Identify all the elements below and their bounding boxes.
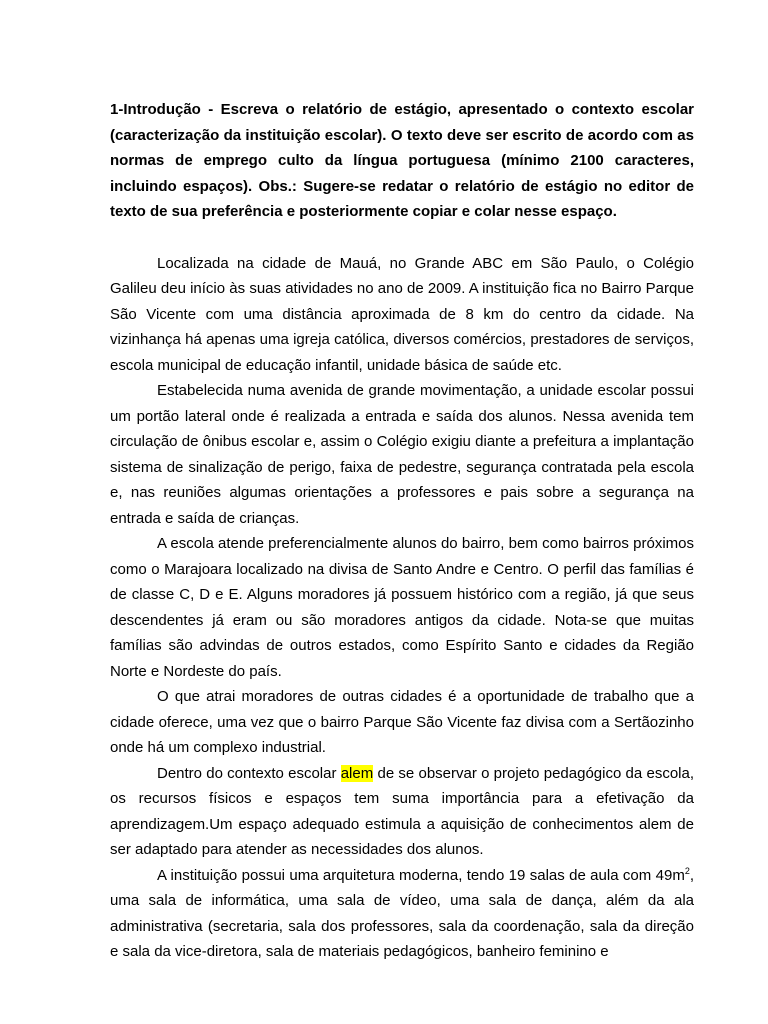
document-body bbox=[110, 251, 694, 965]
paragraph-context-start: Dentro do contexto escolar bbox=[157, 764, 341, 782]
paragraph-architecture-start: A instituição possui uma arquitetura moderna, tendo 19 salas de aula com 49m bbox=[157, 866, 685, 884]
paragraph-context-end: de se observar o projeto pedagógico da escola, os recursos físicos e espaços tem suma importância para a efetivação da aprendizagem.Um espaço adequado estimula a aquisição de conhecimentos alem de ser adaptado para atender as necessidades dos alunos. bbox=[110, 764, 695, 858]
paragraph-work: O que atrai moradores de outras cidades é a oportunidade de trabalho que a cidade oferece, uma vez que o bairro Parque São Vicente faz divisa com a Sertãozinho onde há um complexo industrial. bbox=[110, 688, 694, 756]
paragraph-families: A escola atende preferencialmente alunos do bairro, bem como bairros próximos como o Marajoara localizado na divisa de Santo Andre e Centro. O perfil das famílias é de classe C, D e E. Alguns moradores já possuem histórico com a região, já que seus descendentes já eram ou são moradores antigos da cidade. Nota-se que muitas famílias são advindas de outros estados, como Espírito Santo e cidades da Região Norte e Nordeste do país. bbox=[110, 535, 694, 680]
paragraph-architecture-end: , uma sala de informática, uma sala de vídeo, uma sala de dança, além da ala administrativa (secretaria, sala dos professores, sala da coordenação, sala da direção e sala da vice-diretora, sala de materiais pedagógicos, banheiro feminino e bbox=[110, 866, 694, 960]
document-page bbox=[110, 97, 694, 965]
superscript-two: 2 bbox=[684, 865, 690, 876]
paragraph-architecture bbox=[110, 863, 694, 965]
paragraph-access: Estabelecida numa avenida de grande movimentação, a unidade escolar possui um portão lateral onde é realizada a entrada e saída dos alunos. Nessa avenida tem circulação de ônibus escolar e, assim o Colégio exigiu diante a prefeitura a implantação sistema de sinalização de perigo, faixa de pedestre, segurança contratada pela escola e, nas reuniões algumas orientações a professores e pais sobre a segurança na entrada e saída de crianças. bbox=[110, 382, 694, 527]
highlighted-word: alem bbox=[340, 764, 374, 782]
section-heading: 1-Introdução - Escreva o relatório de estágio, apresentado o contexto escolar (caracterização da instituição escolar). O texto deve ser escrito de acordo com as normas de emprego culto da língua portuguesa (mínimo 2100 caracteres, incluindo espaços). Obs.: Sugere-se redatar o relatório de estágio no editor de texto de sua preferência e posteriormente copiar e colar nesse espaço. bbox=[110, 101, 694, 220]
paragraph-location: Localizada na cidade de Mauá, no Grande ABC em São Paulo, o Colégio Galileu deu início às suas atividades no ano de 2009. A instituição fica no Bairro Parque São Vicente com uma distância aproximada de 8 km do centro da cidade. Na vizinhança há apenas uma igreja católica, diversos comércios, prestadores de serviços, escola municipal de educação infantil, unidade básica de saúde etc. bbox=[110, 254, 694, 374]
paragraph-context bbox=[110, 761, 694, 863]
